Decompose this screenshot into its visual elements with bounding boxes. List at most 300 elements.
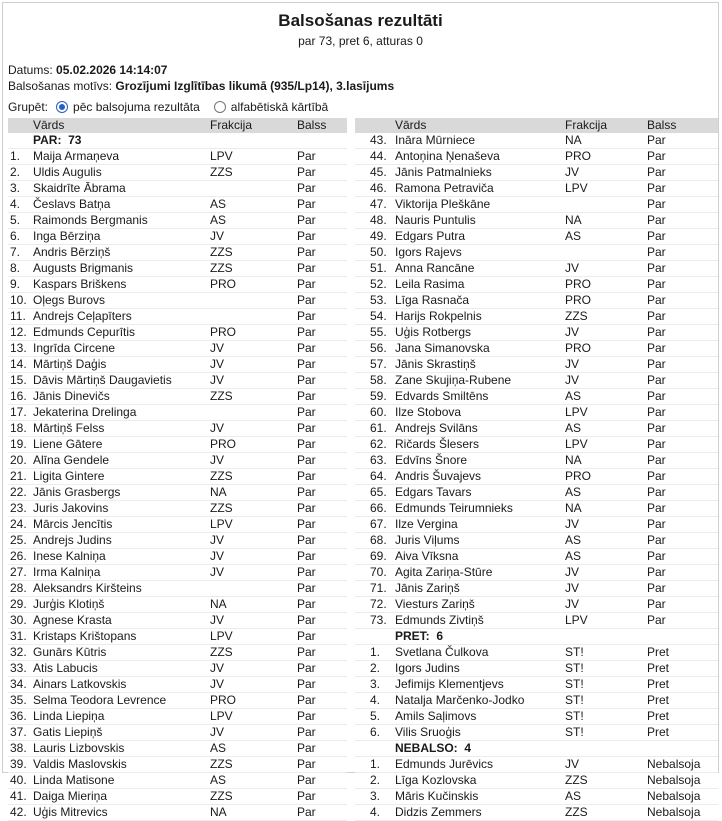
member-name: Jānis Dinevičs [33, 389, 110, 403]
row-number: 6. [10, 229, 21, 243]
row-number: 60. [370, 405, 387, 419]
member-faction: AS [210, 213, 227, 227]
member-faction: JV [210, 565, 225, 579]
member-vote: Par [297, 277, 316, 291]
member-faction [565, 245, 647, 260]
member-vote: Par [297, 693, 316, 707]
member-row [8, 213, 347, 229]
row-number: 10. [10, 293, 27, 307]
member-name: Alīna Gendele [33, 453, 110, 467]
member-row [355, 293, 718, 309]
member-vote: Par [647, 133, 666, 147]
member-row [355, 677, 718, 693]
member-row [355, 197, 718, 213]
row-number: 64. [370, 469, 387, 483]
member-vote: Par [647, 485, 666, 499]
member-name: Skaidrīte Ābrama [33, 181, 126, 195]
member-vote: Par [297, 341, 316, 355]
member-row [355, 501, 718, 517]
member-name: Raimonds Bergmanis [33, 213, 148, 227]
member-row [8, 165, 347, 181]
member-faction [565, 741, 647, 756]
table-body-right [355, 133, 718, 821]
row-number: 1. [370, 757, 381, 771]
member-row [355, 133, 718, 149]
member-name: Jana Simanovska [395, 341, 490, 355]
member-vote: Par [297, 453, 316, 467]
radio-unselected-icon[interactable] [214, 101, 226, 113]
row-number: 29. [10, 597, 27, 611]
member-faction: NA [210, 485, 227, 499]
member-faction: ZZS [210, 389, 233, 403]
member-vote: Par [647, 277, 666, 291]
row-number: 65. [370, 485, 387, 499]
table-header-left [8, 118, 347, 133]
member-faction: NA [565, 501, 582, 515]
member-row [8, 437, 347, 453]
member-row [8, 149, 347, 165]
row-number: 24. [10, 517, 27, 531]
member-name: Viktorija Pleškāne [395, 197, 491, 211]
member-vote: Par [297, 229, 316, 243]
row-number: 45. [370, 165, 387, 179]
member-row [8, 229, 347, 245]
row-number: 37. [10, 725, 27, 739]
member-name: Ričards Šlesers [395, 437, 480, 451]
date-label: Datums: [8, 63, 53, 77]
member-vote: Par [297, 325, 316, 339]
member-row [8, 805, 347, 821]
page-subtitle: par 73, pret 6, atturas 0 [298, 34, 423, 48]
member-row [355, 165, 718, 181]
grouping-controls [8, 100, 718, 114]
member-vote: Pret [647, 661, 670, 675]
member-name: Česlavs Batņa [33, 197, 111, 211]
member-faction: ZZS [210, 245, 233, 259]
member-vote: Par [297, 437, 316, 451]
member-name: Juris Viļums [395, 533, 460, 547]
member-name: Mārcis Jencītis [33, 517, 113, 531]
member-faction: LPV [565, 437, 588, 451]
member-vote: Par [647, 309, 666, 323]
row-number: 35. [10, 693, 27, 707]
member-vote: Par [647, 405, 666, 419]
member-vote: Par [297, 789, 316, 803]
member-vote: Par [297, 549, 316, 563]
row-number: 63. [370, 453, 387, 467]
member-vote: Par [297, 661, 316, 675]
member-vote: Par [297, 213, 316, 227]
member-name: Vilis Sruoģis [395, 725, 461, 739]
member-row [8, 357, 347, 373]
row-number: 12. [10, 325, 27, 339]
member-faction: JV [210, 613, 225, 627]
row-number: 16. [10, 389, 27, 403]
member-row [8, 181, 347, 197]
member-vote [297, 133, 347, 148]
member-row [355, 565, 718, 581]
motive-label: Balsošanas motīvs: [8, 79, 113, 93]
row-number: 42. [10, 805, 27, 819]
member-vote: Par [297, 581, 316, 595]
member-faction: ST! [565, 693, 584, 707]
row-number: 73. [370, 613, 387, 627]
member-name: Gatis Liepiņš [33, 725, 103, 739]
member-row [355, 597, 718, 613]
member-vote: Par [297, 373, 316, 387]
member-faction: NA [565, 453, 582, 467]
member-faction: LPV [565, 613, 588, 627]
row-number: 40. [10, 773, 27, 787]
member-faction: AS [565, 549, 582, 563]
member-faction: ST! [565, 661, 584, 675]
member-faction: AS [565, 389, 582, 403]
member-row [8, 517, 347, 533]
radio-option-alphabetical[interactable] [214, 100, 328, 114]
row-number: 21. [10, 469, 27, 483]
member-vote: Par [297, 245, 316, 259]
member-vote: Par [647, 357, 666, 371]
member-row [355, 773, 718, 789]
member-row [355, 533, 718, 549]
member-vote: Par [647, 581, 666, 595]
member-name: Anna Rancāne [395, 261, 475, 275]
row-number: 2. [370, 773, 381, 787]
member-faction [565, 629, 647, 644]
row-number: 56. [370, 341, 387, 355]
member-name: Aiva Vīksna [395, 549, 459, 563]
row-number: 28. [10, 581, 27, 595]
row-number: 15. [10, 373, 27, 387]
member-row [355, 661, 718, 677]
row-number: 1. [370, 645, 381, 659]
member-name: Andris Bērziņš [33, 245, 111, 259]
header-spacer [355, 118, 395, 133]
member-faction: JV [210, 533, 225, 547]
row-number: 19. [10, 437, 27, 451]
member-name: Linda Liepiņa [33, 709, 105, 723]
member-row [355, 469, 718, 485]
member-row [8, 597, 347, 613]
member-vote: Par [297, 197, 316, 211]
member-faction: ZZS [210, 645, 233, 659]
member-faction: AS [210, 197, 227, 211]
row-number: 58. [370, 373, 387, 387]
member-faction: AS [565, 533, 582, 547]
row-number: 59. [370, 389, 387, 403]
member-name: Igors Rajevs [395, 245, 462, 259]
member-vote: Par [647, 501, 666, 515]
member-name: Māris Kučinskis [395, 789, 479, 803]
member-name: Atis Labucis [33, 661, 98, 675]
member-vote: Par [647, 229, 666, 243]
member-name: Lauris Lizbovskis [33, 741, 125, 755]
member-row [355, 245, 718, 261]
member-name: Dāvis Mārtiņš Daugavietis [33, 373, 172, 387]
member-vote: Par [297, 773, 316, 787]
row-number: 57. [370, 357, 387, 371]
member-vote [647, 629, 718, 644]
member-row [8, 485, 347, 501]
member-name: Inga Bērziņa [33, 229, 101, 243]
member-name: Augusts Brigmanis [33, 261, 134, 275]
member-vote: Par [297, 501, 316, 515]
member-vote: Par [647, 533, 666, 547]
member-vote: Par [647, 325, 666, 339]
date-value: 05.02.2026 14:14:07 [56, 63, 168, 77]
member-name: Juris Jakovins [33, 501, 109, 515]
member-name: Leila Rasima [395, 277, 465, 291]
member-vote: Par [647, 197, 666, 211]
member-name: Inese Kalniņa [33, 549, 106, 563]
member-row [8, 565, 347, 581]
row-number: 68. [370, 533, 387, 547]
member-faction: PRO [210, 693, 237, 707]
member-name: Svetlana Čulkova [395, 645, 489, 659]
member-faction: PRO [565, 469, 592, 483]
member-vote: Par [297, 469, 316, 483]
member-faction: JV [210, 421, 225, 435]
member-vote: Par [297, 261, 316, 275]
member-row [355, 805, 718, 821]
member-vote: Par [297, 293, 316, 307]
row-number: 3. [10, 181, 21, 195]
radio-option-by-result-label: pēc balsojuma rezultāta [73, 100, 200, 114]
member-faction: NA [565, 213, 582, 227]
member-name: Andrejs Ceļapīters [33, 309, 132, 323]
member-name: Ilze Stobova [395, 405, 462, 419]
member-vote: Par [297, 597, 316, 611]
member-row [8, 549, 347, 565]
row-number: 4. [10, 197, 21, 211]
member-faction: ST! [565, 725, 584, 739]
motive-line [8, 78, 718, 94]
member-row [355, 277, 718, 293]
member-vote: Par [297, 805, 316, 819]
member-vote: Par [297, 165, 316, 179]
member-vote: Par [297, 517, 316, 531]
member-row [8, 693, 347, 709]
member-name: Ināra Mūrniece [395, 133, 476, 147]
row-number: 22. [10, 485, 27, 499]
member-row [8, 773, 347, 789]
member-vote: Par [297, 725, 316, 739]
member-name: Irma Kalniņa [33, 565, 101, 579]
member-vote: Pret [647, 677, 670, 691]
member-name: Jānis Zariņš [395, 581, 460, 595]
member-row [355, 341, 718, 357]
member-vote: Par [647, 261, 666, 275]
row-number: 44. [370, 149, 387, 163]
member-faction: JV [565, 597, 580, 611]
member-row [355, 725, 718, 741]
member-vote: Par [647, 245, 666, 259]
radio-selected-icon[interactable] [56, 101, 68, 113]
row-number: 13. [10, 341, 27, 355]
header-spacer [8, 118, 33, 133]
member-faction: PRO [210, 437, 237, 451]
member-vote: Pret [647, 645, 670, 659]
member-vote: Par [297, 389, 316, 403]
member-faction: ZZS [210, 789, 233, 803]
member-faction [210, 581, 297, 596]
member-row [355, 709, 718, 725]
member-row [355, 613, 718, 629]
member-vote: Par [297, 485, 316, 499]
member-vote: Par [647, 213, 666, 227]
member-vote: Par [647, 549, 666, 563]
member-row [8, 245, 347, 261]
member-name: Edvīns Šnore [395, 453, 468, 467]
row-number: 32. [10, 645, 27, 659]
member-vote: Par [647, 181, 666, 195]
member-row [355, 373, 718, 389]
row-number [8, 133, 33, 148]
member-row [355, 693, 718, 709]
member-faction: ST! [565, 677, 584, 691]
member-row [8, 469, 347, 485]
member-row [8, 453, 347, 469]
row-number: 47. [370, 197, 387, 211]
row-number: 25. [10, 533, 27, 547]
column-header-name: Vārds [395, 118, 427, 132]
radio-option-alphabetical-label: alfabētiskā kārtībā [230, 100, 329, 114]
row-number: 55. [370, 325, 387, 339]
row-number: 48. [370, 213, 387, 227]
member-name: Didzis Zemmers [395, 805, 482, 819]
member-name: Uģis Rotbergs [395, 325, 472, 339]
member-faction: JV [565, 581, 580, 595]
row-number: 52. [370, 277, 387, 291]
member-vote: Par [297, 309, 316, 323]
row-number: 20. [10, 453, 27, 467]
section-row [355, 741, 718, 757]
row-number: 30. [10, 613, 27, 627]
date-line [8, 62, 718, 78]
member-vote: Pret [647, 709, 670, 723]
member-faction: ZZS [565, 309, 588, 323]
member-name: Mārtiņš Daģis [33, 357, 107, 371]
member-row [8, 581, 347, 597]
column-header-name: Vārds [33, 118, 65, 132]
member-vote: Par [647, 453, 666, 467]
member-name: Jānis Skrastiņš [395, 357, 476, 371]
member-faction: PRO [565, 341, 592, 355]
member-faction: ZZS [210, 757, 233, 771]
member-vote: Par [647, 341, 666, 355]
member-row [8, 373, 347, 389]
member-vote: Par [647, 437, 666, 451]
member-faction: JV [565, 373, 580, 387]
member-faction [210, 133, 297, 148]
member-faction [210, 405, 297, 420]
member-vote: Par [647, 613, 666, 627]
motive-value: Grozījumi Izglītības likumā (935/Lp14), 3.lasījums [115, 79, 395, 93]
member-row [355, 213, 718, 229]
member-vote: Par [647, 149, 666, 163]
member-row [8, 741, 347, 757]
member-name: Daiga Mieriņa [33, 789, 108, 803]
member-faction: JV [210, 725, 225, 739]
member-faction: LPV [210, 149, 233, 163]
row-number: 39. [10, 757, 27, 771]
member-name: Natalja Marčenko-Jodko [395, 693, 525, 707]
member-row [355, 325, 718, 341]
member-faction [210, 181, 297, 196]
member-faction: NA [210, 597, 227, 611]
member-vote: Pret [647, 725, 670, 739]
member-name: Antoņina Ņenaševa [395, 149, 500, 163]
member-row [355, 453, 718, 469]
voting-results-page [2, 2, 719, 819]
member-name: Ramona Petraviča [395, 181, 494, 195]
results-table-left [8, 118, 347, 821]
member-row [8, 613, 347, 629]
member-row [355, 261, 718, 277]
member-name: Edvards Smiltēns [395, 389, 489, 403]
member-row [355, 357, 718, 373]
member-row [355, 581, 718, 597]
member-faction: JV [210, 357, 225, 371]
member-faction: ZZS [565, 805, 588, 819]
member-vote: Par [647, 517, 666, 531]
row-number: 17. [10, 405, 27, 419]
member-faction: ZZS [210, 165, 233, 179]
member-vote: Par [647, 565, 666, 579]
member-row [355, 149, 718, 165]
member-faction: ST! [565, 645, 584, 659]
member-name: Andrejs Svilāns [395, 421, 478, 435]
member-name: Ingrīda Circene [33, 341, 116, 355]
member-name: Jānis Patmalnieks [395, 165, 492, 179]
member-faction: NA [565, 133, 582, 147]
member-row [355, 389, 718, 405]
row-number: 61. [370, 421, 387, 435]
member-vote: Par [297, 421, 316, 435]
member-faction: JV [210, 373, 225, 387]
member-faction: ST! [565, 709, 584, 723]
member-faction: LPV [210, 709, 233, 723]
member-row [355, 421, 718, 437]
member-row [355, 181, 718, 197]
member-vote: Par [297, 405, 316, 419]
member-row [8, 197, 347, 213]
member-name: Ilze Vergina [395, 517, 458, 531]
member-faction: JV [565, 517, 580, 531]
member-vote: Par [297, 533, 316, 547]
row-number: 67. [370, 517, 387, 531]
member-name: Ligita Gintere [33, 469, 105, 483]
row-number: 27. [10, 565, 27, 579]
member-vote: Par [297, 149, 316, 163]
member-faction: JV [210, 661, 225, 675]
member-faction: AS [210, 773, 227, 787]
member-row [355, 517, 718, 533]
radio-option-by-result[interactable] [56, 100, 200, 114]
section-label: PRET: 6 [395, 629, 444, 643]
member-row [355, 309, 718, 325]
member-faction: PRO [565, 277, 592, 291]
section-row [355, 629, 718, 645]
results-tables [8, 118, 718, 821]
member-name: Igors Judins [395, 661, 460, 675]
member-row [8, 325, 347, 341]
member-row [8, 405, 347, 421]
member-vote: Nebalsoja [647, 757, 701, 771]
row-number: 31. [10, 629, 27, 643]
member-row [355, 757, 718, 773]
row-number: 4. [370, 693, 381, 707]
